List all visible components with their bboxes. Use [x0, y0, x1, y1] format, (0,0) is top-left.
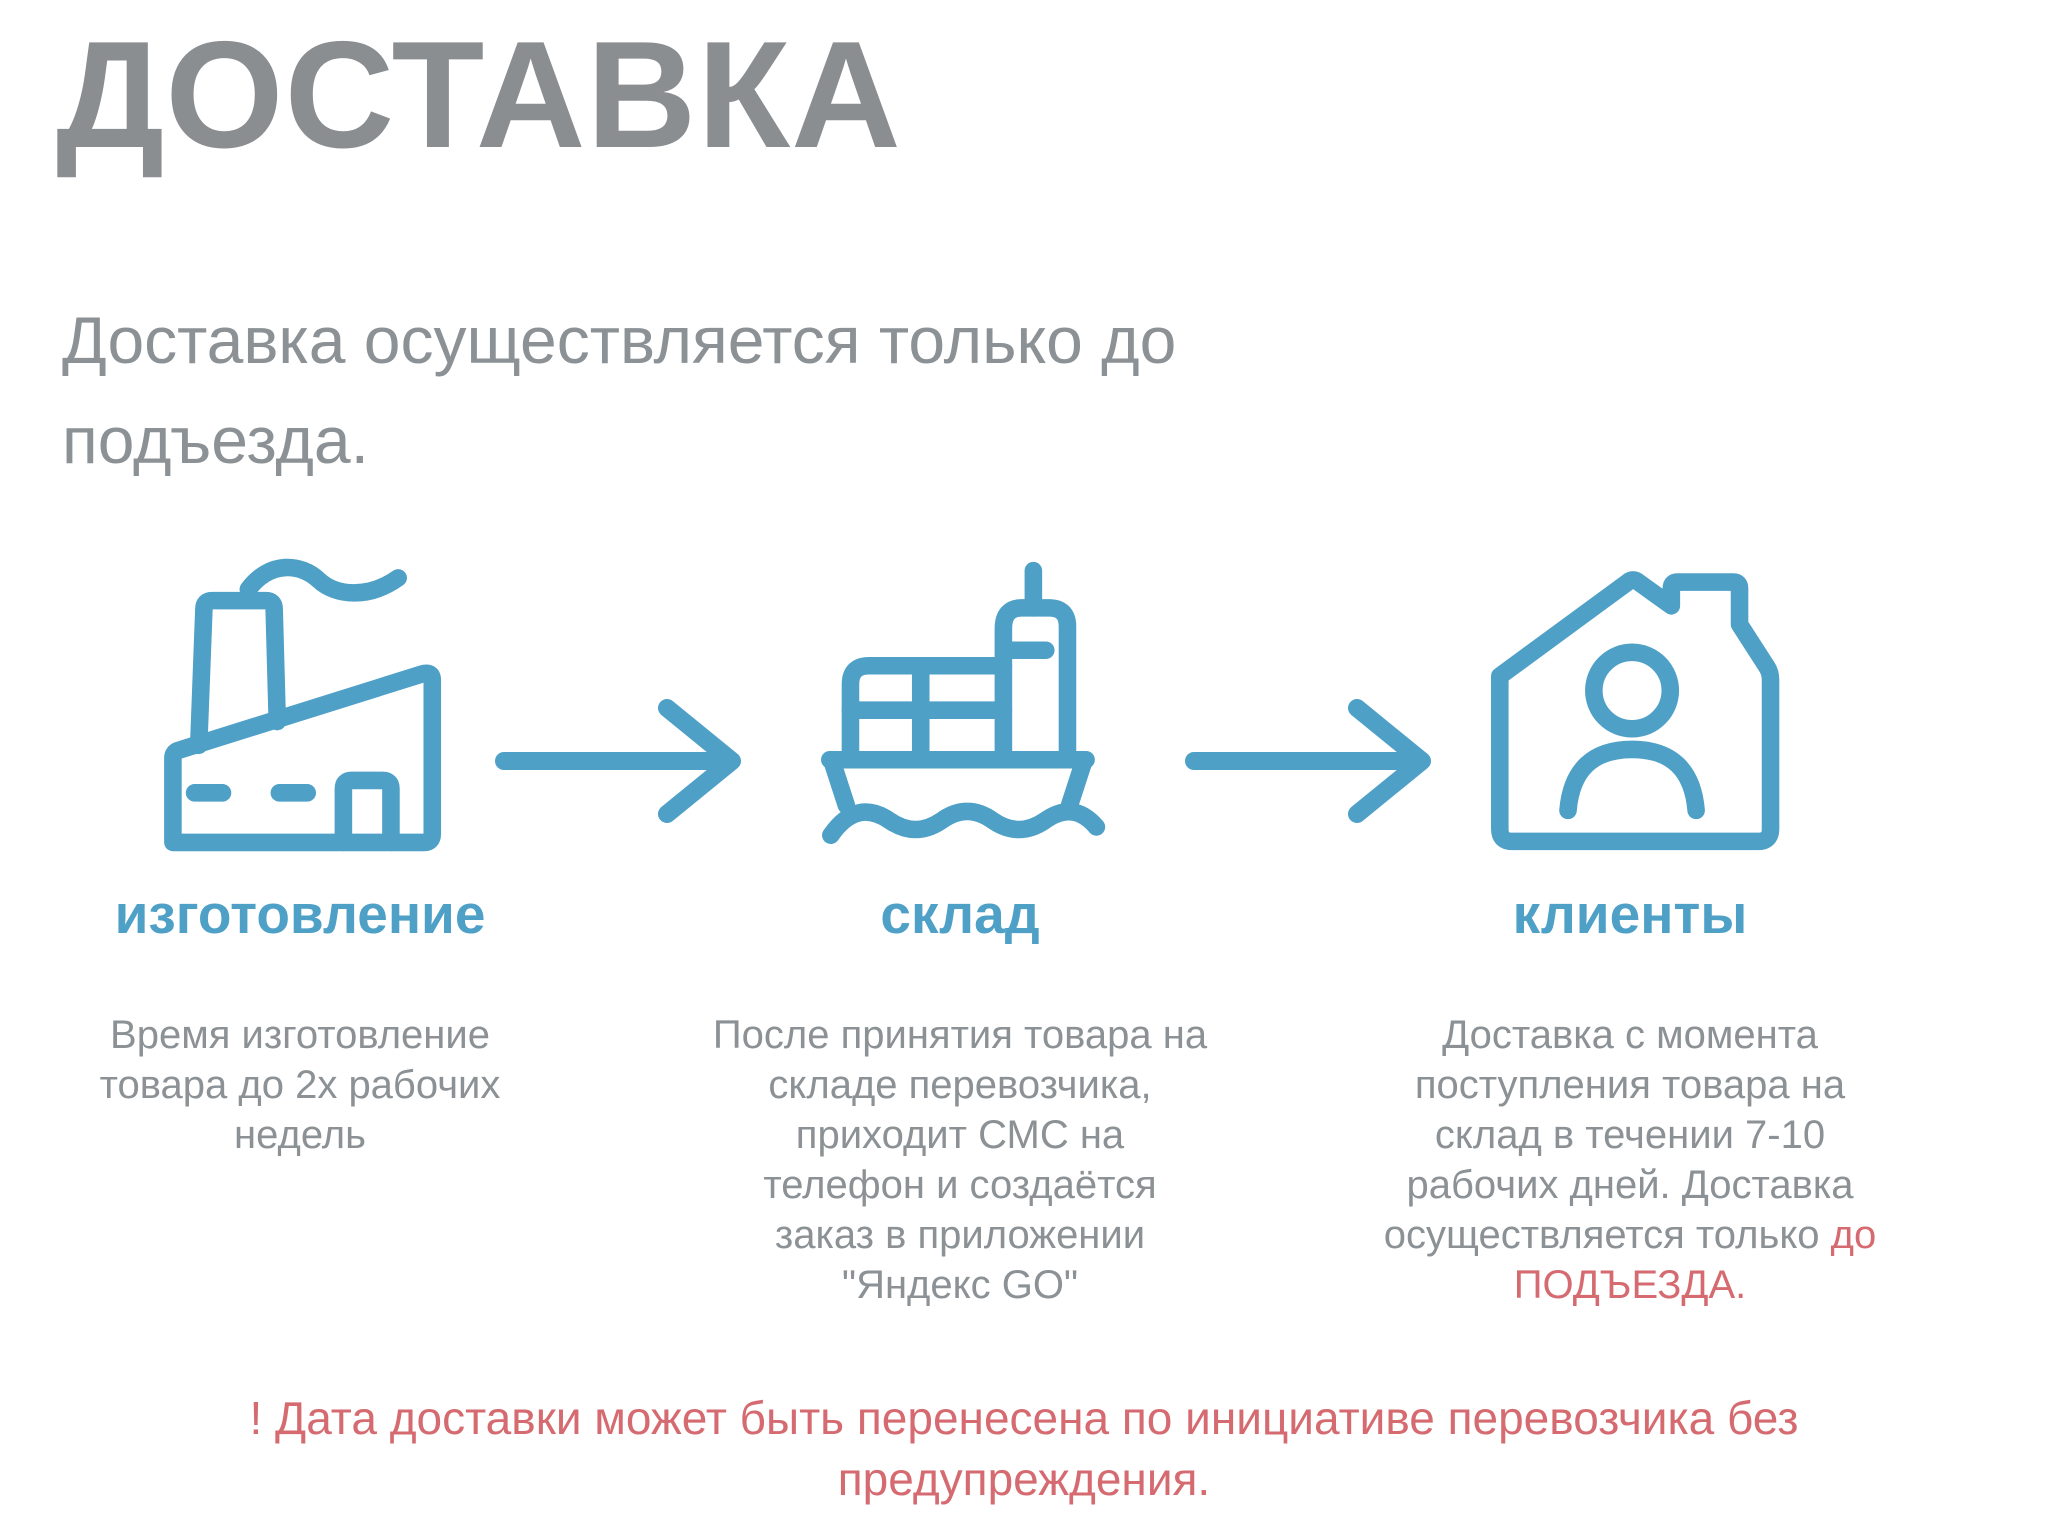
cargo-ship-icon [805, 550, 1115, 860]
house-client-icon-box [1360, 545, 1900, 860]
step-label-warehouse: склад [880, 883, 1040, 945]
step-clients [1360, 545, 1900, 1310]
page-title: ДОСТАВКА [56, 10, 902, 180]
step-warehouse [700, 545, 1220, 1310]
house-client-icon [1475, 550, 1785, 860]
step-description-warehouse: После принятия товара на складе перевозчика, приходит СМС на телефон и создаётся заказ в приложении "Яндекс GO" [712, 1013, 1208, 1307]
step-description-clients [1374, 1010, 1886, 1310]
step-description-clients-text: Доставка с момента поступления товара на склад в течении 7-10 рабочих дней. Доставка осуществляется только [1383, 1013, 1854, 1257]
delivery-disclaimer: ! Дата доставки может быть перенесена по инициативе перевозчика без предупреждения. [249, 1392, 1799, 1505]
page-subtitle: Доставка осуществляется только до подъезда. [62, 303, 1177, 478]
factory-icon-box [70, 545, 530, 860]
step-label-manufacturing: изготовление [114, 883, 486, 945]
factory-icon [145, 550, 455, 860]
step-manufacturing [70, 545, 530, 1160]
step-description-manufacturing: Время изготовление товара до 2х рабочих недель [99, 1013, 501, 1157]
step-description-clients-highlight: до ПОДЪЕЗДА. [1513, 1213, 1877, 1307]
step-label-clients: клиенты [1512, 883, 1748, 945]
cargo-ship-icon-box [700, 545, 1220, 860]
